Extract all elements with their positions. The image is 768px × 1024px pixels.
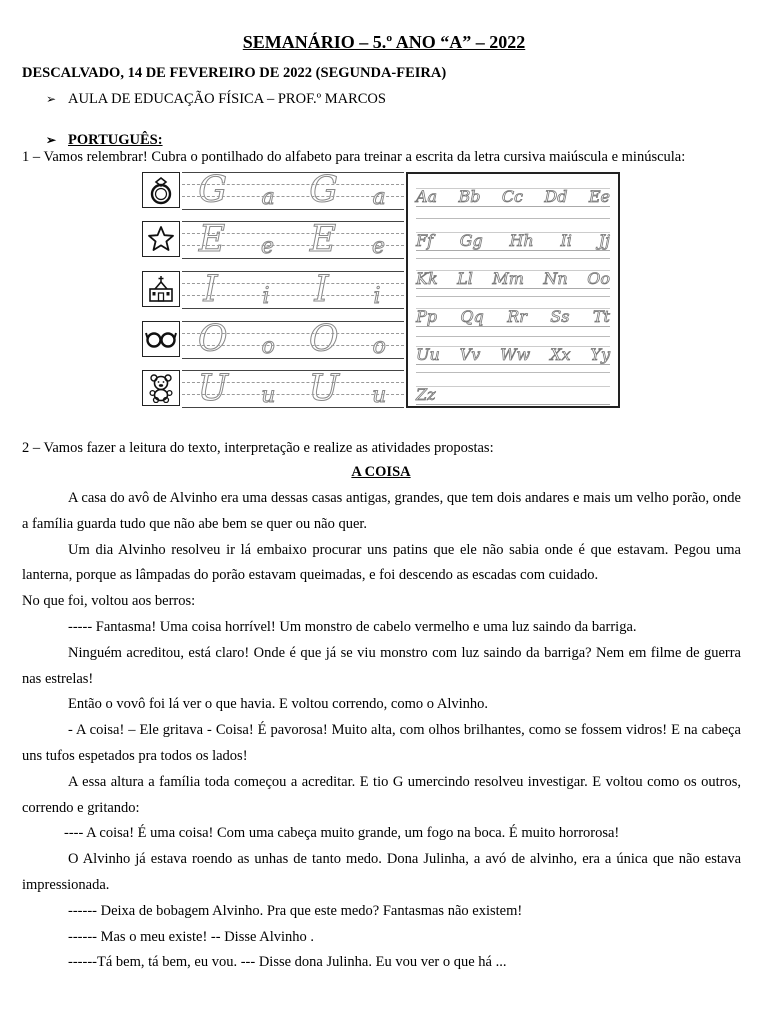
trace-row — [142, 172, 404, 210]
trace-lines — [182, 172, 404, 210]
cursive-pair: Pp — [416, 307, 438, 326]
story-paragraph: A casa do avô de Alvinho era uma dessas casas antigas, grandes, que tem dois andares e mais um velho porão, onde a família guarda tudo que não abe bem se quer ou não quer. — [22, 490, 741, 532]
picture-box — [142, 271, 180, 307]
picture-box — [142, 172, 180, 208]
story-paragraph: - A coisa! – Ele gritava - Coisa! É pavorosa! Muito alta, com olhos brilhantes, como se fossem vidros! E na cabeça uns tufos espetados pra todos os lados! — [22, 722, 741, 764]
trace-letter: O — [309, 319, 341, 360]
cursive-row[interactable] — [416, 334, 610, 365]
cursive-alphabet-panel — [406, 172, 620, 408]
cursive-pair: Qq — [460, 307, 484, 326]
trace-lines — [182, 370, 404, 408]
trace-letter: I — [314, 269, 331, 310]
cursive-row[interactable] — [416, 374, 610, 405]
cursive-pair: Tt — [592, 307, 610, 326]
trace-lines — [182, 271, 404, 309]
cursive-pair: Jj — [598, 231, 610, 250]
cursive-pair: Gg — [459, 231, 483, 250]
picture-box — [142, 221, 180, 257]
trace-letter: a — [261, 185, 277, 210]
trace-row — [142, 370, 404, 408]
trace-letter: E — [198, 219, 228, 260]
page-title: SEMANÁRIO – 5.º ANO “A” – 2022 — [242, 32, 526, 52]
trace-letter: E — [309, 219, 339, 260]
story-paragraph: ---- A coisa! É uma coisa! Com uma cabeça muito grande, um fogo na boca. É muito horrorosa! — [64, 825, 620, 842]
story-paragraph: ------ Deixa de bobagem Alvinho. Pra que este medo? Fantasmas não existem! — [68, 902, 523, 919]
story-paragraph: O Alvinho já estava roendo as unhas de tanto medo. Dona Julinha, a avó de alvinho, era a única que não estava impressionada. — [22, 851, 741, 893]
trace-letter: I — [203, 269, 220, 310]
story-paragraph: ------ Mas o meu existe! -- Disse Alvinho . — [68, 928, 315, 945]
bullet-pe-label: AULA DE EDUCAÇÃO FÍSICA – PROF.º MARCOS — [68, 91, 386, 107]
ruled-line — [416, 218, 610, 219]
cursive-pair: Rr — [507, 307, 527, 326]
trace-letter: a — [372, 185, 388, 210]
story-paragraph: No que foi, voltou aos berros: — [22, 593, 196, 610]
trace-letter: u — [372, 383, 389, 408]
ring-icon — [147, 175, 175, 205]
cursive-pair: Ll — [457, 269, 473, 288]
cursive-pair: Kk — [416, 269, 438, 288]
trace-lines — [182, 221, 404, 259]
trace-letter: U — [197, 368, 230, 409]
trace-letter: i — [262, 284, 272, 309]
cursive-pair: Ww — [500, 345, 531, 364]
cursive-row[interactable] — [416, 296, 610, 327]
cursive-pair: Zz — [416, 385, 436, 404]
cursive-pair: Bb — [458, 187, 481, 206]
story-paragraph: ------Tá bem, tá bem, eu vou. --- Disse dona Julinha. Eu vou ver o que há ... — [68, 954, 507, 971]
story-paragraph: ----- Fantasma! Uma coisa horrível! Um monstro de cabelo vermelho e uma luz saindo da barriga. — [68, 618, 637, 635]
cursive-pair: Dd — [544, 187, 568, 206]
trace-letter: G — [309, 170, 341, 211]
story-paragraph: Ninguém acreditou, está claro! Onde é que já se viu monstro com luz saindo da barriga? Nem em filme de guerra nas estrelas! — [22, 644, 741, 687]
story-title: A COISA — [351, 464, 411, 480]
story-paragraph: A essa altura a família toda começou a acreditar. E tio G umercindo resolveu investigar. E voltou como os outros, correndo e gritando: — [22, 773, 741, 816]
glasses-icon — [145, 327, 177, 351]
story-paragraph: Então o vovô foi lá ver o que havia. E voltou correndo, como o Alvinho. — [68, 696, 489, 713]
trace-glyphs[interactable] — [182, 318, 404, 358]
church-icon — [147, 275, 175, 303]
trace-glyphs[interactable] — [182, 218, 404, 258]
exercise-2-instruction: 2 – Vamos fazer a leitura do texto, interpretação e realize as atividades propostas: — [22, 440, 494, 456]
cursive-pair: Cc — [501, 187, 524, 206]
exercise-1-instruction: 1 – Vamos relembrar! Cubra o pontilhado do alfabeto para treinar a escrita da letra cursiva maiúscula e minúscula: — [22, 149, 686, 165]
cursive-pair: Yy — [590, 345, 610, 364]
section-heading-portugues: PORTUGUÊS: — [68, 132, 163, 148]
cursive-row[interactable] — [416, 258, 610, 289]
cursive-pair: Nn — [543, 269, 568, 288]
cursive-row[interactable] — [416, 176, 610, 207]
story-paragraph: Um dia Alvinho resolveu ir lá embaixo procurar uns patins que ele não sabia onde é que estavam. Pegou uma lanterna, porque as lâmpadas do porão estavam queimadas, e foi descendo as escadas com cuidado. — [22, 541, 741, 584]
trace-row — [142, 321, 404, 359]
cursive-pair: Uu — [416, 345, 440, 364]
cursive-pair: Aa — [416, 187, 438, 206]
trace-row — [142, 271, 404, 309]
trace-lines — [182, 321, 404, 359]
cursive-pair: Ii — [560, 231, 572, 250]
trace-glyphs[interactable] — [182, 367, 404, 407]
trace-glyphs[interactable] — [182, 169, 404, 209]
cursive-pair: Oo — [587, 269, 610, 288]
arrow-bullet-icon: ➢ — [46, 92, 57, 106]
star-icon — [147, 225, 175, 253]
trace-letter: i — [373, 284, 383, 309]
cursive-row[interactable] — [416, 220, 610, 251]
trace-letter: e — [261, 234, 277, 259]
trace-glyphs[interactable] — [182, 268, 404, 308]
cursive-pair: Ff — [416, 231, 434, 250]
cursive-pair: Vv — [459, 345, 481, 364]
trace-letter: u — [261, 383, 278, 408]
picture-box — [142, 321, 180, 357]
bullet-physical-education — [46, 91, 386, 108]
trace-letter: o — [372, 334, 388, 359]
trace-letter: e — [372, 234, 388, 259]
cursive-pair: Ss — [550, 307, 570, 326]
cursive-pair: Mm — [492, 269, 524, 288]
picture-box — [142, 370, 180, 406]
trace-row — [142, 221, 404, 259]
cursive-pair: Ee — [588, 187, 610, 206]
ruled-line — [416, 372, 610, 373]
tracing-worksheet — [142, 172, 404, 408]
cursive-pair: Xx — [550, 345, 571, 364]
trace-letter: O — [198, 319, 230, 360]
bullet-portugues — [46, 132, 163, 149]
arrow-bullet-icon: ➢ — [46, 133, 57, 147]
trace-letter: U — [308, 368, 341, 409]
teddy-bear-icon — [146, 373, 176, 403]
trace-letter: G — [198, 170, 230, 211]
cursive-pair: Hh — [509, 231, 534, 250]
dateline: DESCALVADO, 14 DE FEVEREIRO DE 2022 (SEGUNDA-FEIRA) — [22, 65, 447, 81]
story-text — [22, 486, 741, 976]
trace-letter: o — [261, 334, 277, 359]
